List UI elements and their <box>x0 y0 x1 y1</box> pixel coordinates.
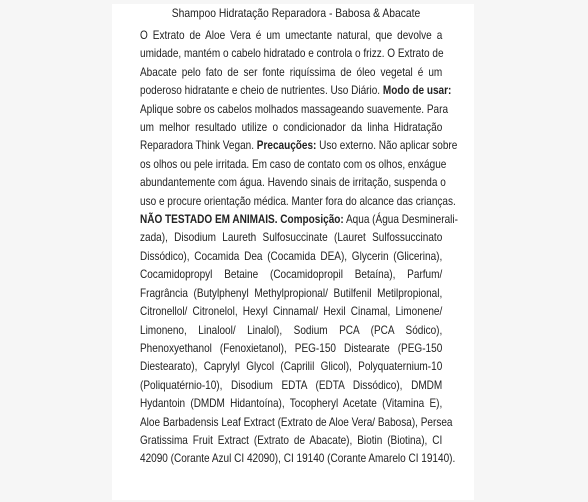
text: (Poliquatérnio-10), Disodium EDTA (EDTA Dissódico), DMDM <box>140 377 443 392</box>
text: Aloe Barbadensis Leaf Extract (Extrato de Aloe Vera/ Babosa), Persea <box>140 414 453 429</box>
description-line <box>140 394 442 412</box>
text: abundantemente com água. Havendo sinais de irritação, suspenda o <box>140 175 446 190</box>
description-line <box>140 118 442 136</box>
text: poderoso hidratante e cheio de nutrientes. Uso Diário. <box>140 83 383 98</box>
description-line <box>140 100 449 118</box>
text: Limoneno, Linalool/ Linalol), Sodium PCA (PCA Sódico), <box>140 322 443 337</box>
bold-text: NÃO TESTADO EM ANIMAIS. Composição: <box>140 212 344 227</box>
description-line <box>140 63 442 81</box>
text: 42090 (Corante Azul CI 42090), CI 19140 (Corante Amarelo CI 19140). <box>140 451 456 466</box>
description-line <box>140 449 456 467</box>
description-line <box>140 302 442 320</box>
description-line <box>140 376 442 394</box>
text: uso e procure orientação médica. Manter fora do alcance das crianças. <box>140 193 456 208</box>
text: Cocamidopropyl Betaine (Cocamidopropil Betaína), Parfum/ <box>140 267 443 282</box>
text: zada), Disodium Laureth Sulfosuccinate (Lauret Sulfossuccinato <box>140 230 443 245</box>
text: Gratissima Fruit Extract (Extrato de Abacate), Biotin (Biotina), CI <box>140 432 443 447</box>
text: Aqua (Água Desminerali- <box>343 212 458 227</box>
text: Aplique sobre os cabelos molhados massageando suavemente. Para <box>140 101 449 116</box>
bold-text: Modo de usar: <box>382 83 452 98</box>
text: Hydantoin (DMDM Hidantoína), Tocopheryl Acetate (Vitamina E), <box>140 396 443 411</box>
text: Dissódico), Cocamida Dea (Cocamida DEA), Glycerin (Glicerina), <box>140 248 443 263</box>
description-line <box>140 228 442 246</box>
description-line <box>140 173 446 191</box>
description-line <box>140 284 442 302</box>
description-line <box>140 155 447 173</box>
text: um melhor resultado utilize o condicionador da linha Hidratação <box>140 120 443 135</box>
description-line <box>140 81 452 99</box>
text: Citronellol/ Citronelol, Hexyl Cinnamal/ Hexil Cinamal, Limonene/ <box>140 304 443 319</box>
description-line <box>140 357 442 375</box>
description-line <box>140 431 442 449</box>
text: O Extrato de Aloe Vera é um umectante natural, que devolve a <box>140 28 443 42</box>
description-line <box>140 26 442 44</box>
text: Diestearato), Caprylyl Glycol (Caprilil Glicol), Polyquaternium-10 <box>140 359 443 374</box>
description-line <box>140 321 442 339</box>
product-title: Shampoo Hidratação Reparadora - Babosa & Abacate <box>171 6 421 20</box>
description-line <box>140 265 442 283</box>
text: Abacate pelo fato de ser fonte riquíssima de óleo vegetal é um <box>140 64 443 79</box>
text: Uso externo. Não aplicar sobre <box>316 138 458 153</box>
description-line <box>140 44 442 62</box>
text: Phenoxyethanol (Fenoxietanol), PEG-150 Distearate (PEG-150 <box>140 340 443 355</box>
description-line <box>140 413 453 431</box>
description-line <box>140 136 458 154</box>
description-line <box>140 192 456 210</box>
description-line <box>140 210 458 228</box>
product-description <box>140 26 458 468</box>
text: umidade, mantém o cabelo hidratado e controla o frizz. O Extrato de <box>140 46 444 61</box>
text: Fragrância (Butylphenyl Methylpropional/ Butilfenil Metilpropional, <box>140 285 443 300</box>
text: os olhos ou pele irritada. Em caso de contato com os olhos, enxágue <box>140 156 447 171</box>
description-line <box>140 247 442 265</box>
bold-text: Precauções: <box>256 138 317 153</box>
text: Reparadora Think Vegan. <box>140 138 257 153</box>
description-line <box>140 339 442 357</box>
